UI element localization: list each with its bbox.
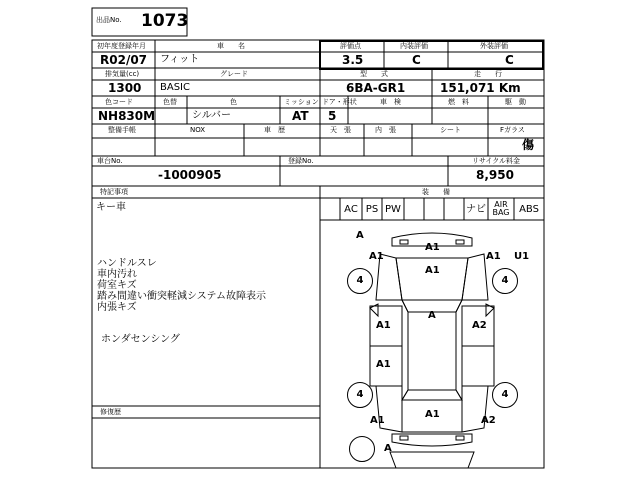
mark-right-mirror: U1 [514, 251, 530, 262]
drive-label: 駆 動 [505, 98, 526, 106]
car-name-value: フィット [160, 54, 200, 65]
tire-front-left: 4 [347, 268, 373, 294]
model-value: 6BA-GR1 [346, 81, 406, 95]
seat-label: シート [440, 126, 461, 134]
reg-no-label: 登録No. [288, 157, 314, 165]
front-glass-value: 傷 [522, 138, 535, 152]
mark-rear-right-quarter: A2 [481, 415, 496, 426]
first-reg-label: 初年度登録年月 [97, 42, 146, 50]
equip-ps: PS [365, 204, 379, 215]
doors-value: 5 [328, 109, 337, 123]
chassis-value: -1000905 [158, 168, 222, 182]
recycle-value: 8,950 [476, 168, 514, 182]
note-line: 荷室キズ [97, 280, 137, 291]
color-label: 色 [230, 98, 237, 106]
lot-label: 出品No. [96, 16, 122, 24]
model-label: 型 式 [360, 70, 388, 78]
interior-trim-label: 内 張 [375, 126, 396, 134]
manual-label: 整備手帳 [108, 126, 136, 134]
color-tone-label: 色替 [163, 98, 177, 106]
repair-label: 修復歴 [100, 408, 121, 416]
mark-right-front-door: A2 [472, 320, 487, 331]
mark-front-left-fender: A1 [369, 251, 384, 262]
doors-label: ドア・形状 [322, 98, 357, 106]
mark-hood: A1 [425, 265, 440, 276]
notes-extra: ホンダセンシング [101, 334, 180, 345]
equip-pw: PW [385, 204, 401, 215]
color-code-value: NH830M [98, 109, 156, 123]
front-glass-label: Fガラス [500, 126, 525, 134]
note-line: ハンドルスレ [97, 258, 157, 269]
notes-label: 特記事項 [100, 188, 128, 196]
nox-label: NOX [190, 126, 206, 134]
note-line: 内張キズ [97, 302, 137, 313]
mark-trunk: A1 [425, 409, 440, 420]
exterior-value: C [505, 53, 514, 67]
note-line: 車内汚れ [97, 269, 137, 280]
notes-key-line: キー車 [96, 202, 126, 213]
mark-left-rear-door: A1 [376, 359, 391, 370]
mark-front: A1 [425, 242, 440, 253]
note-line: 踏み間違い衝突軽減システム故障表示 [97, 291, 266, 302]
spare-tire-circle [349, 436, 375, 462]
mark-rear-left-quarter: A1 [370, 415, 385, 426]
grade-value: BASIC [160, 82, 190, 93]
tire-rear-left: 4 [347, 382, 373, 408]
mark-hood-front: A [356, 230, 364, 241]
interior-label: 内装評価 [400, 42, 428, 50]
tire-rear-right: 4 [492, 382, 518, 408]
equipment-label: 装 備 [422, 188, 450, 196]
mark-rear-bottom: A [384, 443, 392, 454]
grade-label: グレード [220, 70, 248, 78]
interior-value: C [412, 53, 421, 67]
mark-left-front-door: A1 [376, 320, 391, 331]
equip-ac: AC [344, 204, 358, 215]
car-name-label: 車 名 [217, 42, 245, 50]
mission-label: ミッション [284, 98, 319, 106]
chassis-label: 車台No. [97, 157, 123, 165]
equip-airbag: AIR BAG [492, 200, 510, 217]
history-label: 車 歴 [264, 126, 285, 134]
color-value: シルバー [192, 110, 232, 121]
displacement-label: 排気量(cc) [105, 70, 140, 78]
equip-abs: ABS [519, 204, 539, 215]
sunroof-label: 天 張 [330, 126, 351, 134]
mileage-value: 151,071 Km [440, 81, 521, 95]
mission-value: AT [292, 109, 309, 123]
first-reg-value: R02/07 [100, 53, 148, 67]
exterior-label: 外装評価 [480, 42, 508, 50]
score-value: 3.5 [342, 53, 364, 67]
recycle-label: リサイクル料金 [472, 157, 521, 165]
equip-navi: ナビ [466, 204, 486, 215]
score-label: 評価点 [340, 42, 361, 50]
tire-front-right: 4 [492, 268, 518, 294]
notes-lines [97, 258, 266, 313]
fuel-label: 燃 料 [448, 98, 469, 106]
mark-front-right-fender: A1 [486, 251, 501, 262]
color-code-label: 色コード [105, 98, 133, 106]
mileage-label: 走 行 [474, 70, 502, 78]
inspection-label: 車 検 [380, 98, 401, 106]
displacement-value: 1300 [108, 81, 142, 95]
lot-number: 1073 [141, 11, 189, 31]
mark-roof: A [428, 310, 436, 321]
